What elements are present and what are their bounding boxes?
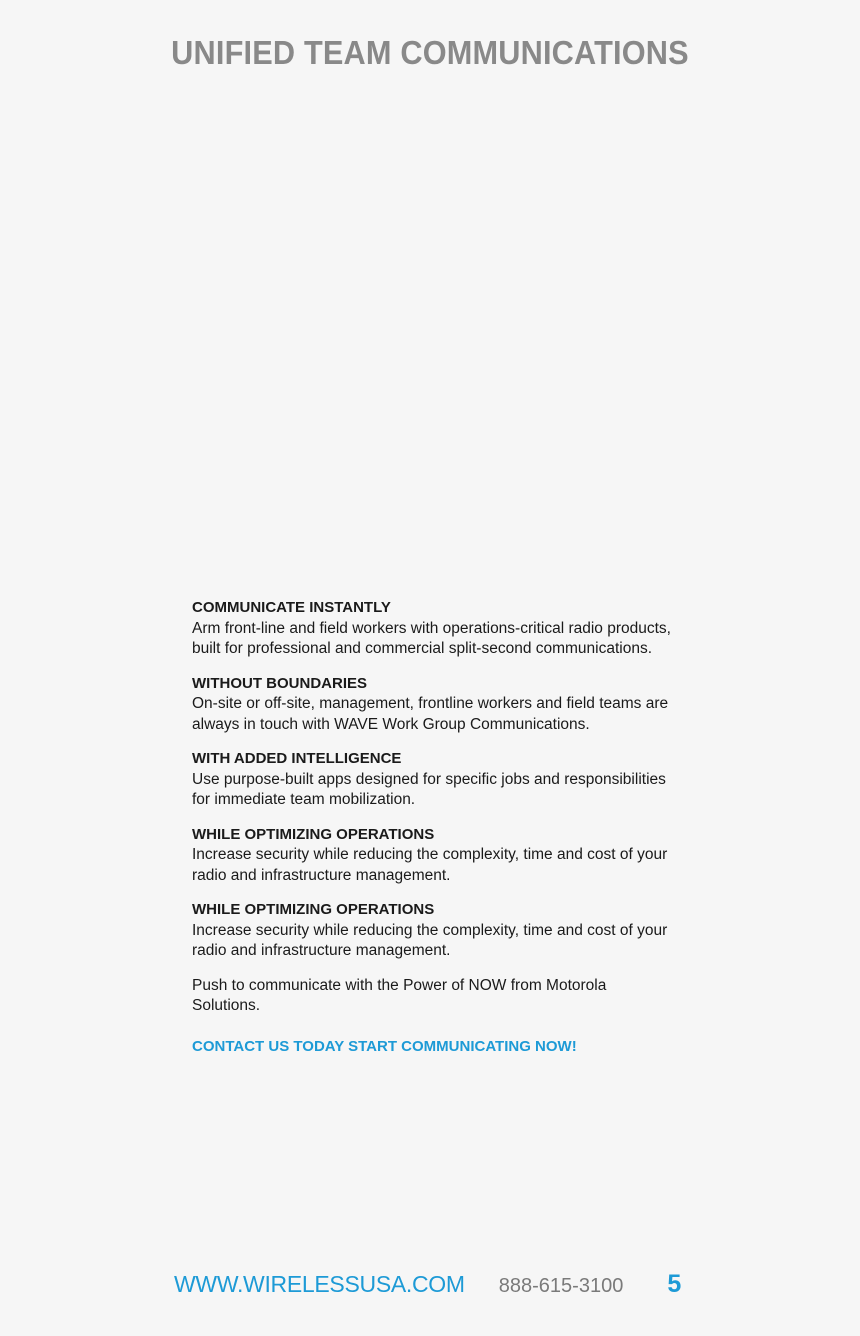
section-heading: COMMUNICATE INSTANTLY <box>192 599 391 616</box>
cta-link[interactable]: CONTACT US TODAY START COMMUNICATING NOW! <box>192 1037 577 1055</box>
page-number: 5 <box>667 1270 682 1298</box>
section-without-boundaries <box>192 674 672 736</box>
section-heading: WHILE OPTIMIZING OPERATIONS <box>192 825 435 843</box>
section-while-optimizing-operations <box>192 825 672 887</box>
section-communicate-instantly <box>192 598 672 660</box>
section-heading: WITHOUT BOUNDARIES <box>192 674 367 692</box>
footer-phone-number[interactable]: 888-615-3100 <box>498 1275 624 1297</box>
section-heading: WHILE OPTIMIZING OPERATIONS <box>192 901 435 918</box>
section-body: Use purpose-built apps designed for specific jobs and responsibilities for immediate team mobilization. <box>192 770 666 808</box>
section-body: Increase security while reducing the complexity, time and cost of your radio and infrastructure management. <box>192 921 668 959</box>
section-body: Arm front-line and field workers with operations-critical radio products, built for professional and commercial split-second communications. <box>192 619 671 657</box>
section-heading: WITH ADDED INTELLIGENCE <box>192 750 402 767</box>
closing-text: Push to communicate with the Power of NOW from Motorola Solutions. <box>192 976 607 1014</box>
section-with-added-intelligence <box>192 749 672 811</box>
content-column <box>192 598 672 1057</box>
footer-website-link[interactable]: WWW.WIRELESSUSA.COM <box>174 1271 465 1297</box>
section-body: On-site or off-site, management, frontline workers and field teams are always in touch with WAVE Work Group Communications. <box>192 695 669 733</box>
section-body: Increase security while reducing the complexity, time and cost of your radio and infrastructure management. <box>192 846 668 884</box>
section-while-optimizing-operations-repeat <box>192 900 672 962</box>
footer <box>174 1270 681 1299</box>
page-title: UNIFIED TEAM COMMUNICATIONS <box>171 34 689 71</box>
